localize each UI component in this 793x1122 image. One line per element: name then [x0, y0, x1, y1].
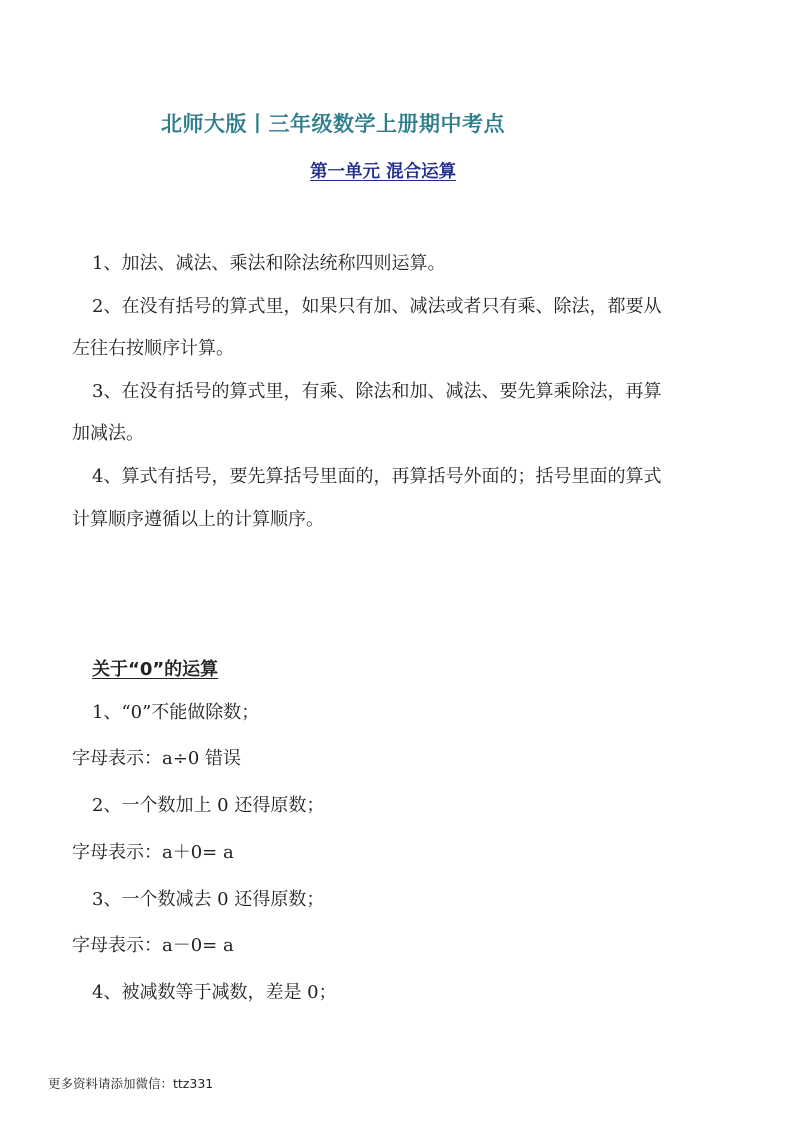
- zero-rule-1: 1、“0”不能做除数；: [92, 702, 260, 723]
- section-title-text: 关于“0”的运算: [92, 659, 219, 680]
- section-title-zero: [72, 655, 218, 681]
- rule-4-line-2: 计算顺序遵循以上的计算顺序。: [72, 509, 324, 530]
- zero-formula-3: 字母表示：a－0= a: [72, 935, 234, 956]
- footer-note: 更多资料请添加微信：ttz331: [48, 1076, 214, 1091]
- zero-formula-1: 字母表示：a÷0 错误: [72, 748, 241, 769]
- rule-3-line-1: 3、在没有括号的算式里，有乘、除法和加、减法、要先算乘除法，再算: [92, 381, 662, 402]
- rule-2-line-1: 2、在没有括号的算式里，如果只有加、减法或者只有乘、除法，都要从: [92, 296, 662, 317]
- rule-4-line-1: 4、算式有括号，要先算括号里面的，再算括号外面的；括号里面的算式: [92, 466, 662, 487]
- rule-2-line-2: 左往右按顺序计算。: [72, 338, 234, 359]
- zero-rule-4: 4、被减数等于减数，差是 0；: [92, 982, 337, 1003]
- rule-1: 1、加法、减法、乘法和除法统称四则运算。: [92, 253, 446, 274]
- rule-3-line-2: 加减法。: [72, 423, 144, 444]
- zero-rule-2: 2、一个数加上 0 还得原数；: [92, 795, 325, 816]
- page-title: 北师大版丨三年级数学上册期中考点: [161, 112, 505, 136]
- zero-formula-2: 字母表示：a＋0= a: [72, 842, 234, 863]
- zero-rule-3: 3、一个数减去 0 还得原数；: [92, 889, 325, 910]
- unit-title: 第一单元 混合运算: [310, 162, 457, 182]
